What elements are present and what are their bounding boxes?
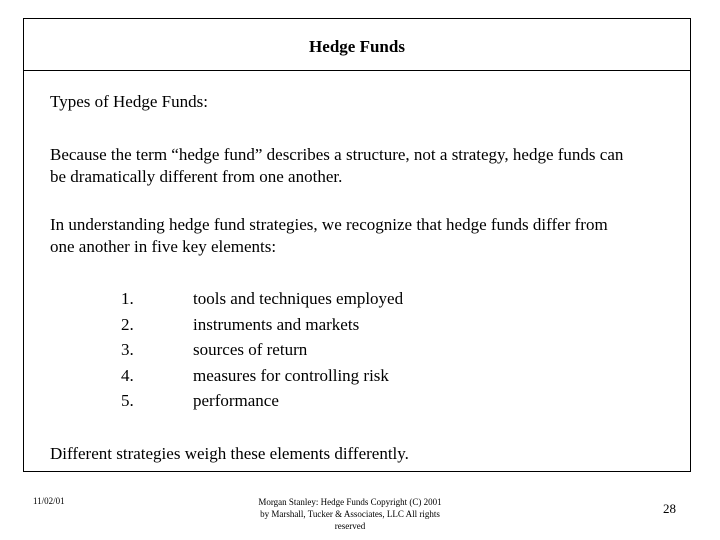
slide-title: Hedge Funds: [309, 37, 405, 56]
list-item: [121, 286, 403, 312]
list-item-text: tools and techniques employed: [193, 289, 404, 308]
list-item: [121, 312, 403, 338]
slide-frame: [23, 18, 691, 472]
intro-text: Types of Hedge Funds:: [50, 92, 208, 111]
list-item-text: sources of return: [193, 340, 308, 359]
paragraph-structure-line-1: Because the term “hedge fund” describes a structure, not a strategy, hedge funds can: [50, 145, 624, 164]
list-item-number: 4.: [121, 365, 134, 385]
list-item-number: 3.: [121, 340, 134, 359]
paragraph-elements-line-2: one another in five key elements:: [50, 237, 277, 256]
list-item: [121, 388, 403, 414]
closing-text: Different strategies weigh these elements differently.: [50, 444, 409, 463]
list-item: [121, 337, 403, 363]
footer-copyright-line-3: reserved: [334, 521, 366, 531]
list-item-number: 2.: [121, 314, 134, 334]
paragraph-structure-line-2: be dramatically different from one another.: [50, 167, 343, 186]
paragraph-structure: [50, 144, 623, 188]
paragraph-elements-line-1: In understanding hedge fund strategies, we recognize that hedge funds differ from: [50, 215, 608, 234]
list-item-text: performance: [193, 391, 279, 410]
footer-copyright-line-2: by Marshall, Tucker & Associates, LLC All rights: [260, 509, 440, 519]
footer-copyright: [210, 496, 490, 532]
list-item-text: instruments and markets: [193, 314, 360, 334]
key-elements-list: [121, 286, 403, 414]
list-item-text: measures for controlling risk: [193, 365, 389, 385]
list-item-number: 5.: [121, 391, 134, 410]
title-bar: [24, 19, 690, 71]
page-number: 28: [663, 501, 676, 516]
list-item-number: 1.: [121, 289, 134, 308]
paragraph-elements: [50, 214, 608, 258]
footer-date: 11/02/01: [33, 496, 65, 506]
footer-copyright-line-1: Morgan Stanley: Hedge Funds Copyright (C) 2001: [258, 497, 442, 507]
list-item: [121, 363, 403, 389]
